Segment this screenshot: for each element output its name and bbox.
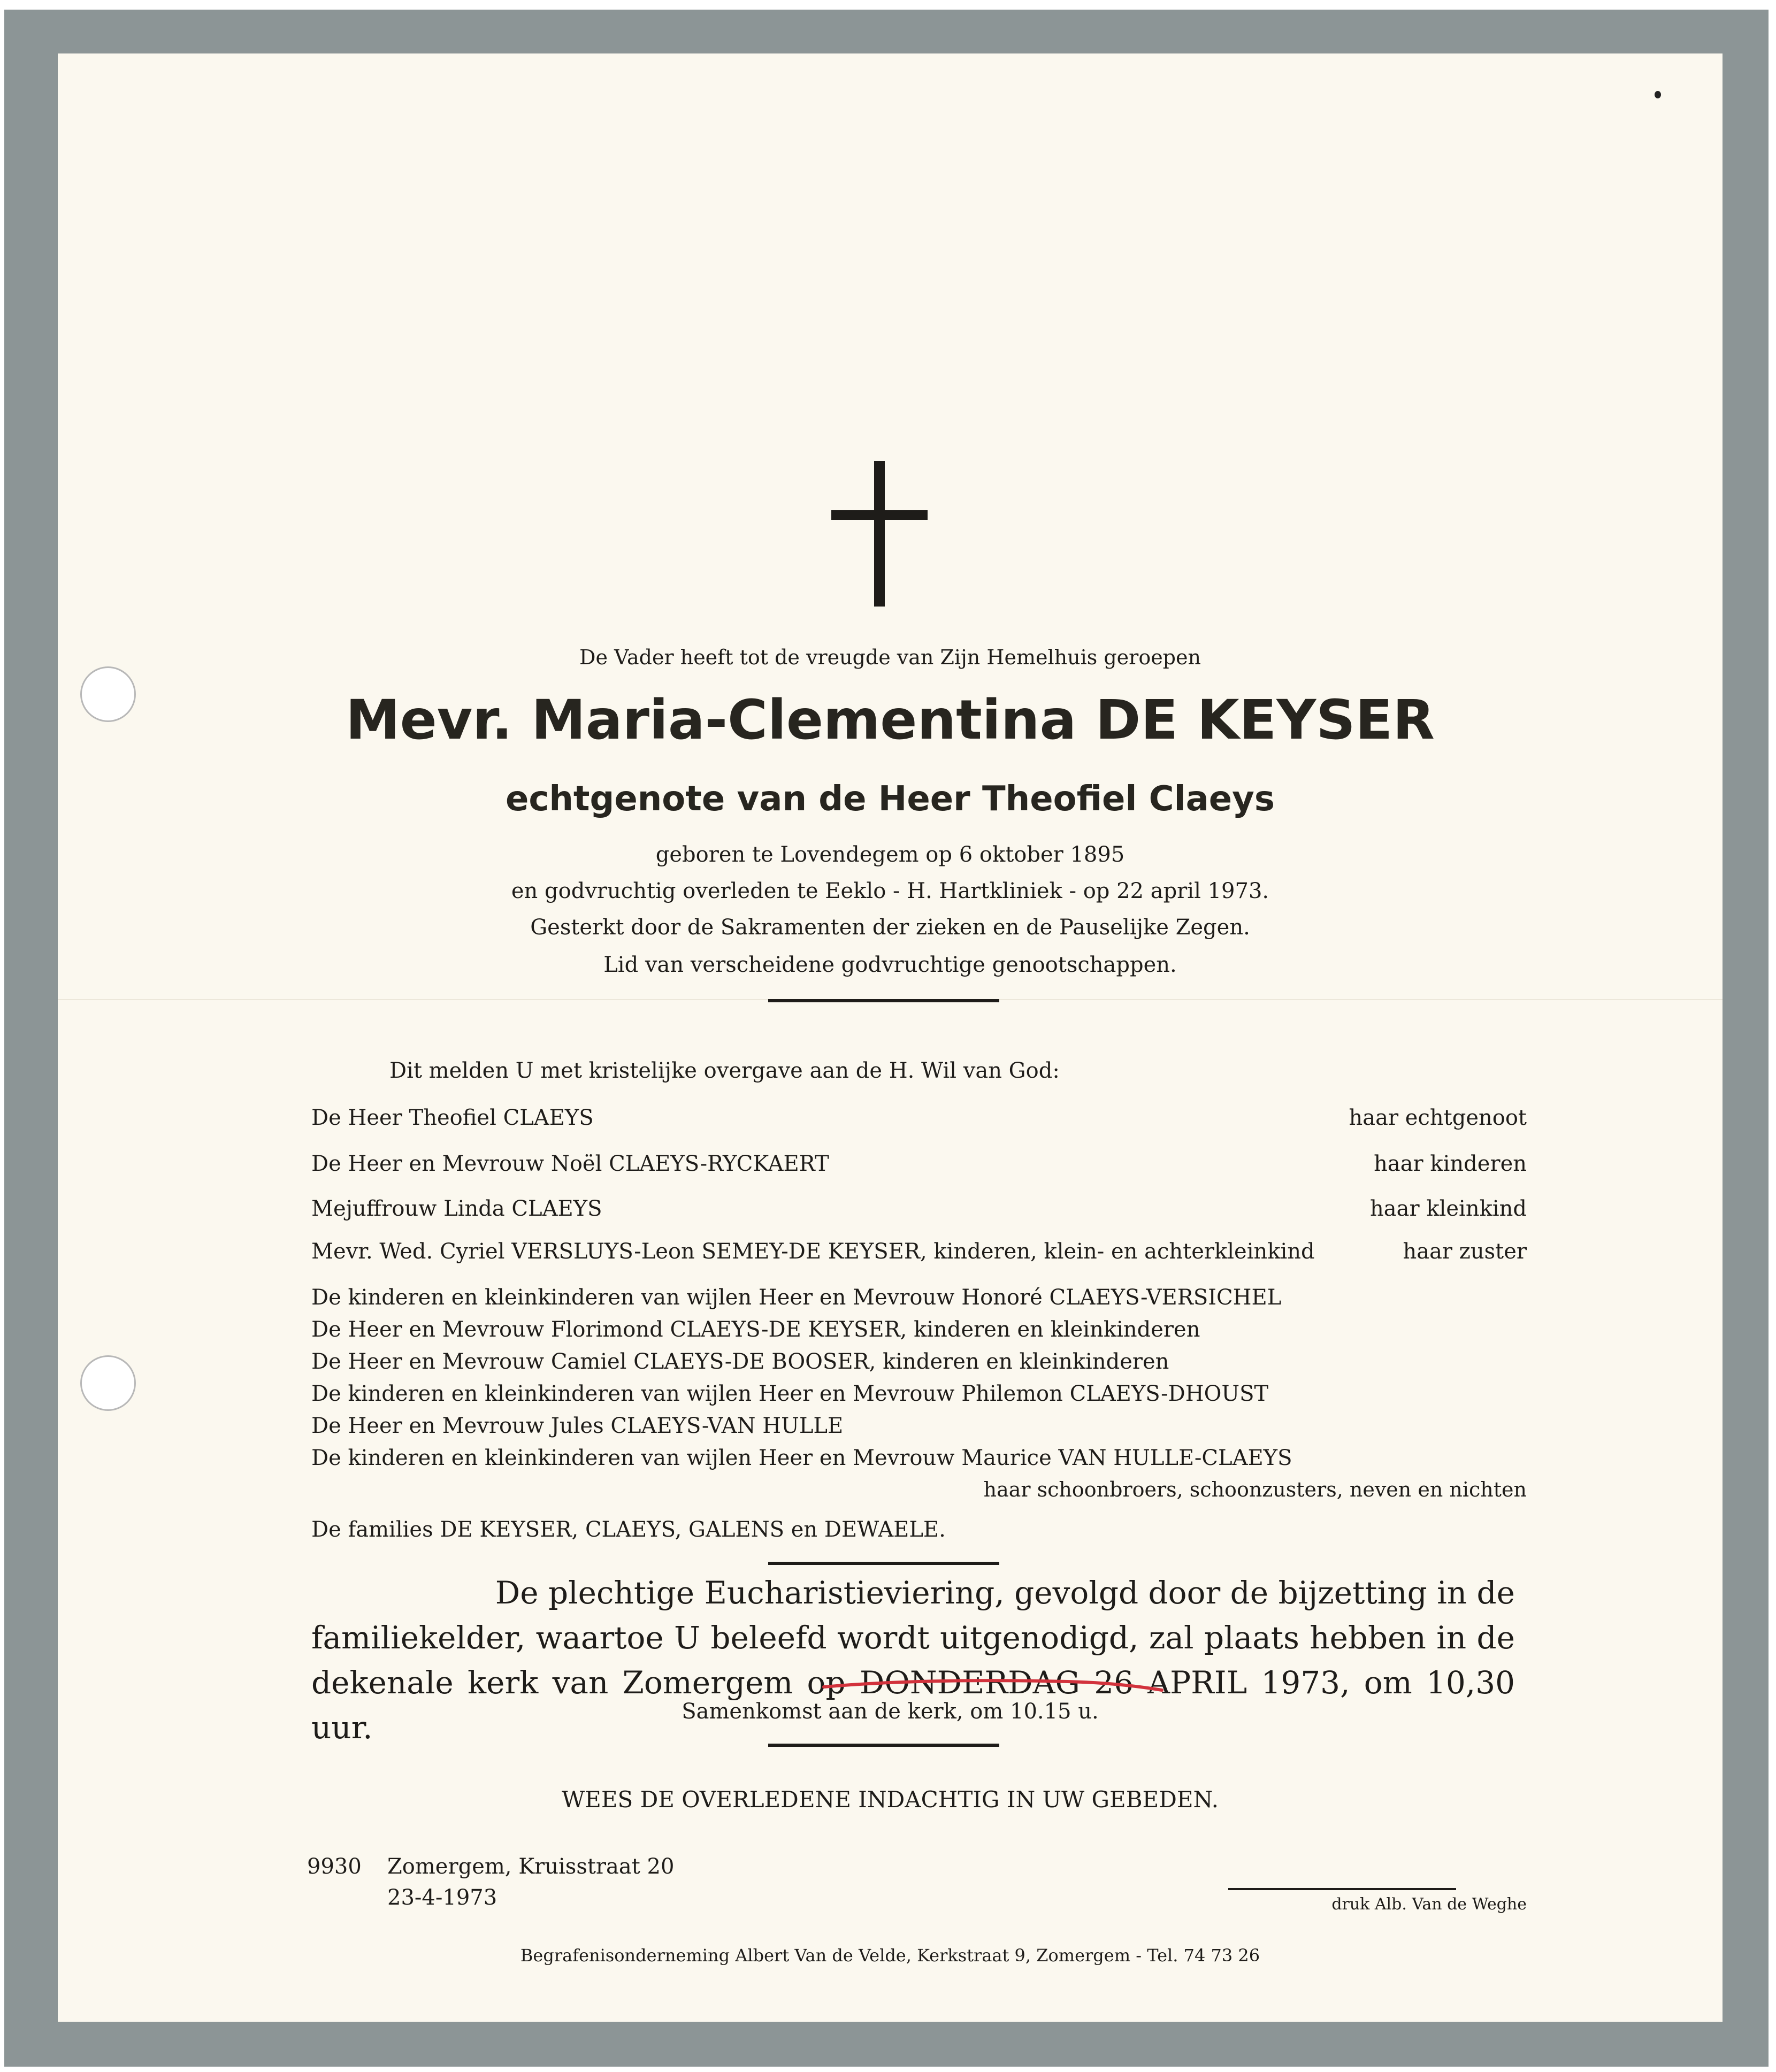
family-line: De Heer en Mevrouw Camiel CLAEYS-DE BOOSER, kinderen en kleinkinderen [311,1349,1169,1374]
family-line: De kinderen en kleinkinderen van wijlen Heer en Mevrouw Honoré CLAEYS-VERSICHEL [311,1285,1282,1310]
relative-row [311,1241,1527,1262]
relative-row [311,1153,1527,1175]
printer-rule [1228,1888,1456,1890]
mourning-card [58,53,1723,2022]
address: Zomergem, Kruisstraat 20 [387,1854,675,1879]
family-relation: haar schoonbroers, schoonzusters, neven en nichten [983,1478,1527,1501]
red-underline [822,1674,1164,1695]
family-line: De kinderen en kleinkinderen van wijlen Heer en Mevrouw Philemon CLAEYS-DHOUST [311,1382,1269,1406]
relative-row [311,1198,1527,1219]
deceased-name: Mevr. Maria-Clementina DE KEYSER [346,688,1435,752]
postcode: 9930 [307,1854,362,1879]
divider [768,999,999,1002]
gathering-line: Samenkomst aan de kerk, om 10.15 u. [682,1699,1099,1724]
service-line: dekenale kerk van Zomergem op DONDERDAG 26 APRIL 1973, om 10,30 uur. [311,1664,1515,1746]
punch-hole [80,666,136,722]
families-line: De families DE KEYSER, CLAEYS, GALENS en DEWAELE. [311,1517,946,1542]
relative-relation: haar zuster [1403,1239,1527,1264]
relative-row [311,1107,1527,1129]
printer-credit: druk Alb. Van de Weghe [1331,1895,1527,1914]
death-line: en godvruchtig overleden te Eeklo - H. Hartkliniek - op 22 april 1973. [511,879,1269,903]
notice-date: 23-4-1973 [387,1885,497,1910]
service-line: familiekelder, waartoe U beleefd wordt uitgenodigd, zal plaats hebben in de [311,1620,1515,1656]
prayer-line: WEES DE OVERLEDENE INDACHTIG IN UW GEBEDEN. [562,1786,1219,1813]
punch-hole [80,1355,136,1411]
ink-speck [1655,91,1661,98]
relative-name: Mevr. Wed. Cyriel VERSLUYS-Leon SEMEY-DE KEYSER, kinderen, klein- en achterkleinkind [311,1239,1315,1264]
service-line: De plechtige Eucharistieviering, gevolgd door de bijzetting in de [495,1575,1515,1611]
family-line: De kinderen en kleinkinderen van wijlen Heer en Mevrouw Maurice VAN HULLE-CLAEYS [311,1446,1292,1470]
sacraments-line: Gesterkt door de Sakramenten der zieken en de Pauselijke Zegen. [530,915,1250,940]
relative-name: De Heer Theofiel CLAEYS [311,1106,594,1130]
divider [768,1744,999,1747]
relative-relation: haar echtgenoot [1349,1106,1527,1130]
spouse-line: echtgenote van de Heer Theofiel Claeys [506,779,1275,819]
intro-text: De Vader heeft tot de vreugde van Zijn Hemelhuis geroepen [579,646,1201,669]
cross-icon [831,461,928,607]
relative-relation: haar kleinkind [1370,1196,1527,1221]
family-line: De Heer en Mevrouw Jules CLAEYS-VAN HULLE [311,1414,844,1438]
announcement-heading: Dit melden U met kristelijke overgave aan de H. Wil van God: [389,1058,1060,1083]
relative-name: De Heer en Mevrouw Noël CLAEYS-RYCKAERT [311,1152,829,1176]
undertaker-line: Begrafenisonderneming Albert Van de Velde, Kerkstraat 9, Zomergem - Tel. 74 73 26 [520,1945,1260,1966]
divider [768,1562,999,1565]
membership-line: Lid van verscheidene godvruchtige genootschappen. [603,953,1177,977]
relative-name: Mejuffrouw Linda CLAEYS [311,1196,602,1221]
family-line: De Heer en Mevrouw Florimond CLAEYS-DE KEYSER, kinderen en kleinkinderen [311,1317,1200,1342]
relative-relation: haar kinderen [1374,1152,1527,1176]
birth-line: geboren te Lovendegem op 6 oktober 1895 [655,842,1125,867]
